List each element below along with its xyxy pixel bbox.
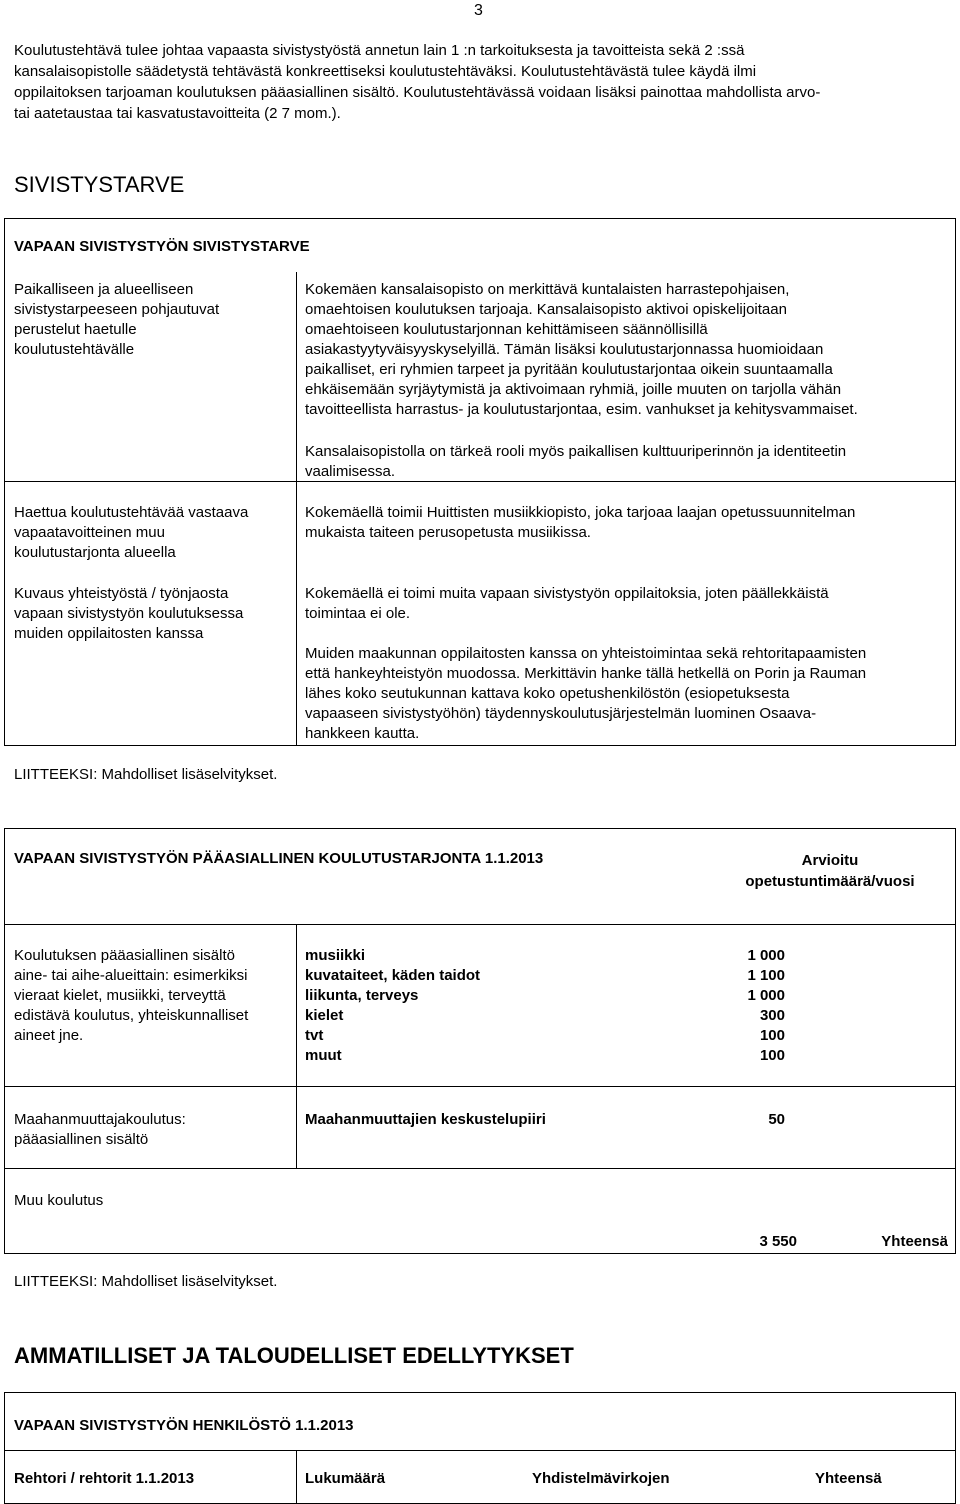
intro-line: oppilaitoksen tarjoaman koulutuksen pääasiallinen sisältö. Koulutustehtävässä voidaan lisäksi painottaa mahdollista arvo- [14, 84, 821, 101]
table-header: VAPAAN SIVISTYSTYÖN HENKILÖSTÖ 1.1.2013 [14, 1417, 354, 1434]
table-divider [296, 1450, 297, 1504]
other-training-label: Muu koulutus [14, 1192, 104, 1209]
column-header: Yhdistelmävirkojen [532, 1470, 670, 1487]
row-content-local-need: Kokemäen kansalaisopisto on merkittävä kuntalaisten harrastepohjaisen, omaehtoisen koulutuksen tarjoaja. Kansalaisopisto aktivoi opiskelijoitaan omaehtoiseen koulutustarjonnan kehittämiseen säännöllisillä asiakastyytyväisyyskyselyillä. Tämän lisäksi koulutustarjonnassa huomioidaan paikalliset, eri ryhmien tarpeet ja pyritään koulutustarjontaa oikein suuntaamalla ehkäisemään syrjäytymistä ja aktivoimaan ryhmiä, joille muuten on tarjolla vähän tavoitteellista harrastus- ja koulutustarjontaa, esim. vanhukset ja kehitysvammaiset. [305, 281, 858, 418]
immigrant-subject: Maahanmuuttajien keskustelupiiri [305, 1111, 546, 1128]
intro-line: tai aatetaustaa tai kasvatustavoitteita (2 7 mom.). [14, 105, 341, 122]
row-label-local-need: Paikalliseen ja alueelliseen sivistystarpeeseen pohjautuvat perustelut haetulle koulutustehtävälle [14, 281, 220, 358]
table-divider [4, 1086, 956, 1087]
column-header: Rehtori / rehtorit 1.1.2013 [14, 1470, 195, 1487]
section-title-edellytykset: AMMATILLISET JA TALOUDELLISET EDELLYTYKSET [14, 1343, 574, 1368]
subject-list: musiikki kuvataiteet, käden taidot liikunta, terveys kielet tvt muut [305, 947, 481, 1064]
attachments-note: LIITTEEKSI: Mahdolliset lisäselvitykset. [14, 766, 278, 783]
row-content-cooperation: Kokemäellä ei toimi muita vapaan sivistystyön oppilaitoksia, joten päällekkäistä toimintaa ei ole. [305, 585, 829, 622]
intro-line: kansalaisopistolle säädetystä tehtävästä konkreettiseksi koulutustehtäväksi. Koulutustehtävästä tulee käydä ilmi [14, 63, 757, 80]
table-divider [4, 1450, 956, 1451]
main-content-label: Koulutuksen pääasiallinen sisältö aine- tai aihe-alueittain: esimerkiksi vieraat kielet, musiikki, terveyttä edistävä koulutus, yhteiskunnalliset aineet jne. [14, 947, 249, 1044]
table-divider [4, 1168, 956, 1169]
henkilosto-table [4, 1392, 956, 1504]
row-label-other-offering: Haettua koulutustehtävää vastaava vapaatavoitteinen muu koulutustarjonta alueella [14, 504, 249, 561]
immigrant-label: Maahanmuuttajakoulutus: pääasiallinen sisältö [14, 1111, 186, 1148]
total-value: 3 550 [759, 1233, 797, 1250]
table-header-hours: Arvioitu opetustuntimäärä/vuosi [745, 852, 915, 890]
table-divider [4, 924, 956, 925]
row-content-cooperation-2: Muiden maakunnan oppilaitosten kanssa on yhteistoimintaa sekä rehtoritapaamisten että hankeyhteistyön muodossa. Merkittävin hanke tällä hetkellä on Porin ja Rauman lähes koko seutukunnan kattava koko opetushenkilöstön (esiopetuksesta vapaaseen sivistystyöhön) täydennyskoulutusjärjestelmän luominen Osaava- hankkeen kautta. [305, 645, 867, 742]
intro-paragraph [14, 40, 948, 124]
hours-list: 1 000 1 100 1 000 300 100 100 [747, 947, 785, 1064]
section-title-sivistystarve: SIVISTYSTARVE [14, 172, 185, 197]
table-header: VAPAAN SIVISTYSTYÖN PÄÄASIALLINEN KOULUTUSTARJONTA 1.1.2013 [14, 850, 544, 867]
immigrant-hours: 50 [768, 1111, 785, 1128]
column-header: Yhteensä [815, 1470, 882, 1487]
intro-line: Koulutustehtävä tulee johtaa vapaasta sivistystyöstä annetun lain 1 :n tarkoituksesta ja tavoitteista sekä 2 :ssä [14, 42, 745, 59]
table-divider [296, 272, 297, 746]
page-number: 3 [474, 2, 483, 19]
table-divider [296, 924, 297, 1168]
total-label: Yhteensä [881, 1233, 948, 1250]
table-header: VAPAAN SIVISTYSTYÖN SIVISTYSTARVE [14, 238, 310, 255]
attachments-note: LIITTEEKSI: Mahdolliset lisäselvitykset. [14, 1273, 278, 1290]
row-content-other-offering: Kokemäellä toimii Huittisten musiikkiopisto, joka tarjoaa laajan opetussuunnitelman mukaista taiteen perusopetusta musiikissa. [305, 504, 856, 541]
row-content-local-need-2: Kansalaisopistolla on tärkeä rooli myös paikallisen kulttuuriperinnön ja identiteetin vaalimisessa. [305, 443, 847, 480]
column-header: Lukumäärä [305, 1470, 386, 1487]
row-label-cooperation: Kuvaus yhteistyöstä / työnjaosta vapaan sivistystyön koulutuksessa muiden oppilaitosten kanssa [14, 585, 244, 642]
